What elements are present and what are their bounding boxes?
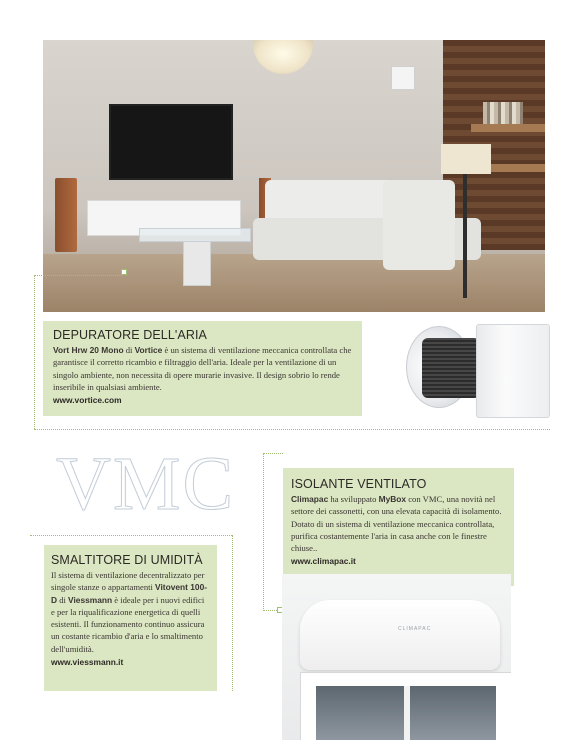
viessmann-link[interactable]: www.viessmann.it xyxy=(51,657,124,668)
vent-product-photo xyxy=(398,318,550,418)
isolante-body: con VMC, una novità nel settore dei cassonetti, con una elevata capacità di isolamento. Dotato di un sistema di ventilazione meccanica controllata, purifica costantemente l'aria in casa anche con le finestre chiuse.. xyxy=(291,494,502,554)
vent-cover-panel xyxy=(476,324,550,418)
climapac-link[interactable]: www.climapac.it xyxy=(291,556,356,567)
vmc-title: VMC xyxy=(56,442,236,526)
guide-line xyxy=(34,275,35,429)
depuratore-box xyxy=(43,321,362,416)
smaltitore-product: Vitovent 100-D xyxy=(51,582,208,605)
bookshelf-books xyxy=(483,102,523,124)
depuratore-connector: di xyxy=(123,345,135,355)
smaltitore-brand: Viessmann xyxy=(68,594,113,605)
guide-line xyxy=(232,535,233,691)
smaltitore-text xyxy=(51,569,209,655)
wall-shelf xyxy=(471,124,545,132)
isolante-text xyxy=(291,493,505,554)
guide-line xyxy=(263,610,277,611)
smaltitore-body-1: Il sistema di ventilazione decentralizzato per singole stanze o appartamenti xyxy=(51,570,205,593)
vent-filter xyxy=(422,338,480,398)
mybox-brand-label: CLIMAPAC xyxy=(398,626,432,632)
television xyxy=(109,104,233,180)
coffee-table xyxy=(139,228,251,242)
smaltitore-box xyxy=(44,545,217,691)
climapac-photo xyxy=(282,574,511,740)
speaker-left xyxy=(55,178,77,252)
depuratore-title: DEPURATORE DELL'ARIA xyxy=(53,328,207,342)
vortice-link[interactable]: www.vortice.com xyxy=(53,395,122,406)
depuratore-brand: Vortice xyxy=(134,345,163,355)
ceiling-lamp xyxy=(253,40,313,74)
smaltitore-connector: di xyxy=(57,594,69,605)
smaltitore-title: SMALTITORE DI UMIDITÀ xyxy=(51,553,203,567)
depuratore-body: è un sistema di ventilazione meccanica controllata che garantisce il corretto ricambio e filtraggio dell'aria. Ideale per la ventilazione di un singolo ambiente, non necessita di opere murarie invasive. Il design sobrio lo rende inseribile in qualsiasi ambiente. xyxy=(53,345,352,392)
mybox-unit xyxy=(300,600,500,670)
floor-lamp-pole xyxy=(463,174,467,298)
isolante-connector: ha sviluppato xyxy=(328,494,379,504)
isolante-product: MyBox xyxy=(378,494,407,504)
wall-vent xyxy=(391,66,415,90)
sofa-chaise xyxy=(383,180,455,270)
living-room-photo xyxy=(43,40,545,312)
isolante-brand: Climapac xyxy=(291,494,329,504)
floor-lamp-shade xyxy=(441,144,491,174)
guide-line xyxy=(34,275,122,276)
coffee-table-leg xyxy=(183,240,211,286)
window-mullion xyxy=(404,686,410,740)
isolante-title: ISOLANTE VENTILATO xyxy=(291,477,427,491)
guide-line xyxy=(263,453,283,454)
depuratore-text xyxy=(53,344,353,393)
guide-line xyxy=(34,429,550,430)
depuratore-product: Vort Hrw 20 Mono xyxy=(53,345,124,355)
room-floor xyxy=(43,254,545,312)
guide-line xyxy=(30,535,232,536)
smaltitore-body-2: è ideale per i nuovi edifici e per la riqualificazione energetica di quelli esistenti. Il funzionamento continuo assicura un costante ricambio d'aria e lo smaltimento dell'umidità. xyxy=(51,594,205,654)
isolante-box xyxy=(283,468,514,586)
guide-line xyxy=(263,453,264,611)
